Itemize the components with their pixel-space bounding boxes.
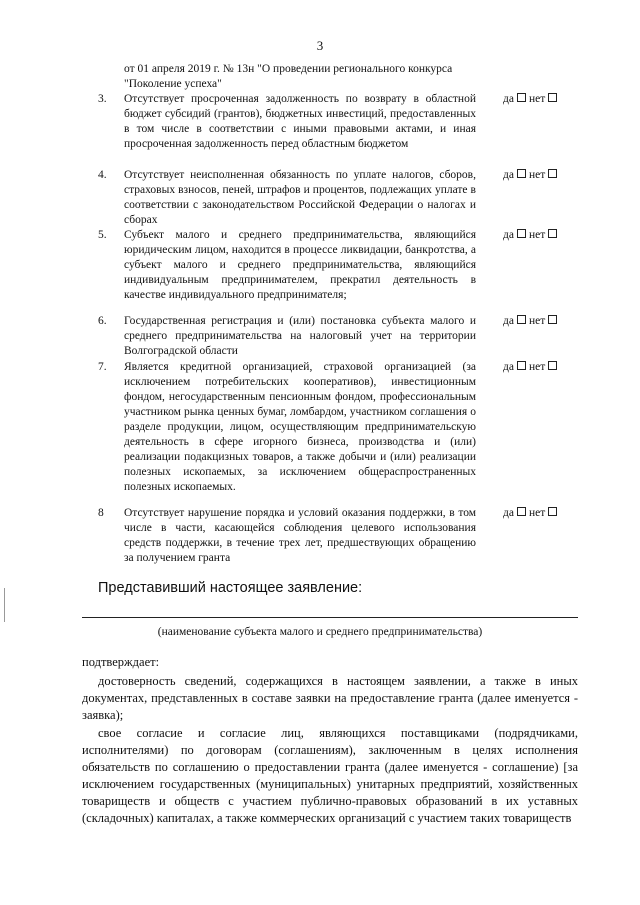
yes-label: да: [503, 315, 514, 327]
yes-checkbox[interactable]: [517, 169, 526, 178]
confirms-label: подтверждает:: [82, 655, 160, 669]
item-text: Государственная регистрация и (или) постановка субъекта малого и среднего предпринимательства на налоговый учет на территории Волгоградской области: [124, 315, 476, 357]
item-text: Является кредитной организацией, страховой организацией (за исключением потребительских кооперативов), инвестиционным фондом, негосударственным пенсионным фондом, профессиональным участником рынка ценных бумаг, ломбардом, участником соглашения о разделе продукции, лицом, осуществляющим предпринимательскую деятельность в сфере игорного бизнеса, производства и (или) реализации подакцизных товаров, а также добычи и (или) реализации полезных ископаемых, за исключением общераспространенных полезных ископаемых.: [124, 361, 476, 493]
no-label: нет: [528, 169, 546, 181]
yes-checkbox[interactable]: [517, 361, 526, 370]
yes-label: да: [503, 93, 514, 105]
item-text: Отсутствует неисполненная обязанность по уплате налогов, сборов, страховых взносов, пеней, штрафов и процентов, подлежащих уплате в соответствии с законодательством Российской Федерации о налогах и сборах: [124, 169, 476, 226]
yes-no-choice: [503, 506, 560, 521]
yes-no-choice: [503, 360, 560, 375]
yes-no-choice: [503, 314, 560, 329]
consent-paragraph: свое согласие и согласие лиц, являющихся поставщиками (подрядчиками, исполнителями) по договорам (соглашениям), заключенным в целях исполнения обязательств по соглашению о предоставлении гранта (далее именуется - соглашение) [за исключением государственных (муниципальных) унитарных предприятий, хозяйственных товариществ и обществ с участием публично-правовых образований в их уставных (складочных) капиталах, а также коммерческих организаций с участием таких товариществ: [82, 726, 578, 825]
item-text: Отсутствует просроченная задолженность по возврату в областной бюджет субсидий (грантов), бюджетных инвестиций, предоставленных в том числе в соответствии с иными правовыми актами, и иная просроченная задолженность перед областным бюджетом: [124, 93, 476, 150]
page-number: 3: [316, 38, 324, 53]
item-number: 7.: [98, 361, 107, 373]
item-number: 3.: [98, 93, 107, 105]
yes-no-choice: [503, 92, 560, 107]
applicant-name-caption: (наименование субъекта малого и среднего предпринимательства): [157, 626, 483, 638]
applicant-name-line[interactable]: [82, 617, 578, 618]
no-checkbox[interactable]: [548, 361, 557, 370]
no-checkbox[interactable]: [548, 229, 557, 238]
no-checkbox[interactable]: [548, 315, 557, 324]
yes-label: да: [503, 507, 514, 519]
no-checkbox[interactable]: [548, 169, 557, 178]
item-number: 8: [98, 507, 104, 519]
yes-checkbox[interactable]: [517, 229, 526, 238]
yes-label: да: [503, 361, 514, 373]
no-checkbox[interactable]: [548, 507, 557, 516]
item-number: 6.: [98, 315, 107, 327]
item-text: Отсутствует нарушение порядка и условий оказания поддержки, в том числе в части, касающейся соблюдения целевого использования средств поддержки, в течение трех лет, предшествующих обращению за получением гранта: [124, 507, 476, 564]
no-checkbox[interactable]: [548, 93, 557, 102]
no-label: нет: [528, 361, 546, 373]
yes-checkbox[interactable]: [517, 93, 526, 102]
no-label: нет: [528, 315, 546, 327]
yes-label: да: [503, 169, 514, 181]
yes-checkbox[interactable]: [517, 315, 526, 324]
yes-no-choice: [503, 168, 560, 183]
scan-margin-mark: [4, 588, 5, 622]
yes-no-choice: [503, 228, 560, 243]
no-label: нет: [528, 507, 546, 519]
intro-text: от 01 апреля 2019 г. № 13н "О проведении регионального конкурса "Поколение успеха": [124, 63, 453, 90]
item-number: 5.: [98, 229, 107, 241]
confirmation-paragraph: достоверность сведений, содержащихся в настоящем заявлении, а также в иных документах, представленных в составе заявки на предоставление гранта (далее именуется - заявка);: [82, 674, 578, 722]
yes-checkbox[interactable]: [517, 507, 526, 516]
no-label: нет: [528, 229, 546, 241]
no-label: нет: [528, 93, 546, 105]
yes-label: да: [503, 229, 514, 241]
presented-label: Представивший настоящее заявление:: [98, 580, 363, 596]
item-number: 4.: [98, 169, 107, 181]
item-text: Субъект малого и среднего предпринимательства, являющийся юридическим лицом, находится в процессе ликвидации, банкротства, а субъект малого и среднего предпринимательства, являющийся индивидуальным предпринимателем, прекратил деятельность в качестве индивидуального предпринимателя;: [124, 229, 476, 301]
